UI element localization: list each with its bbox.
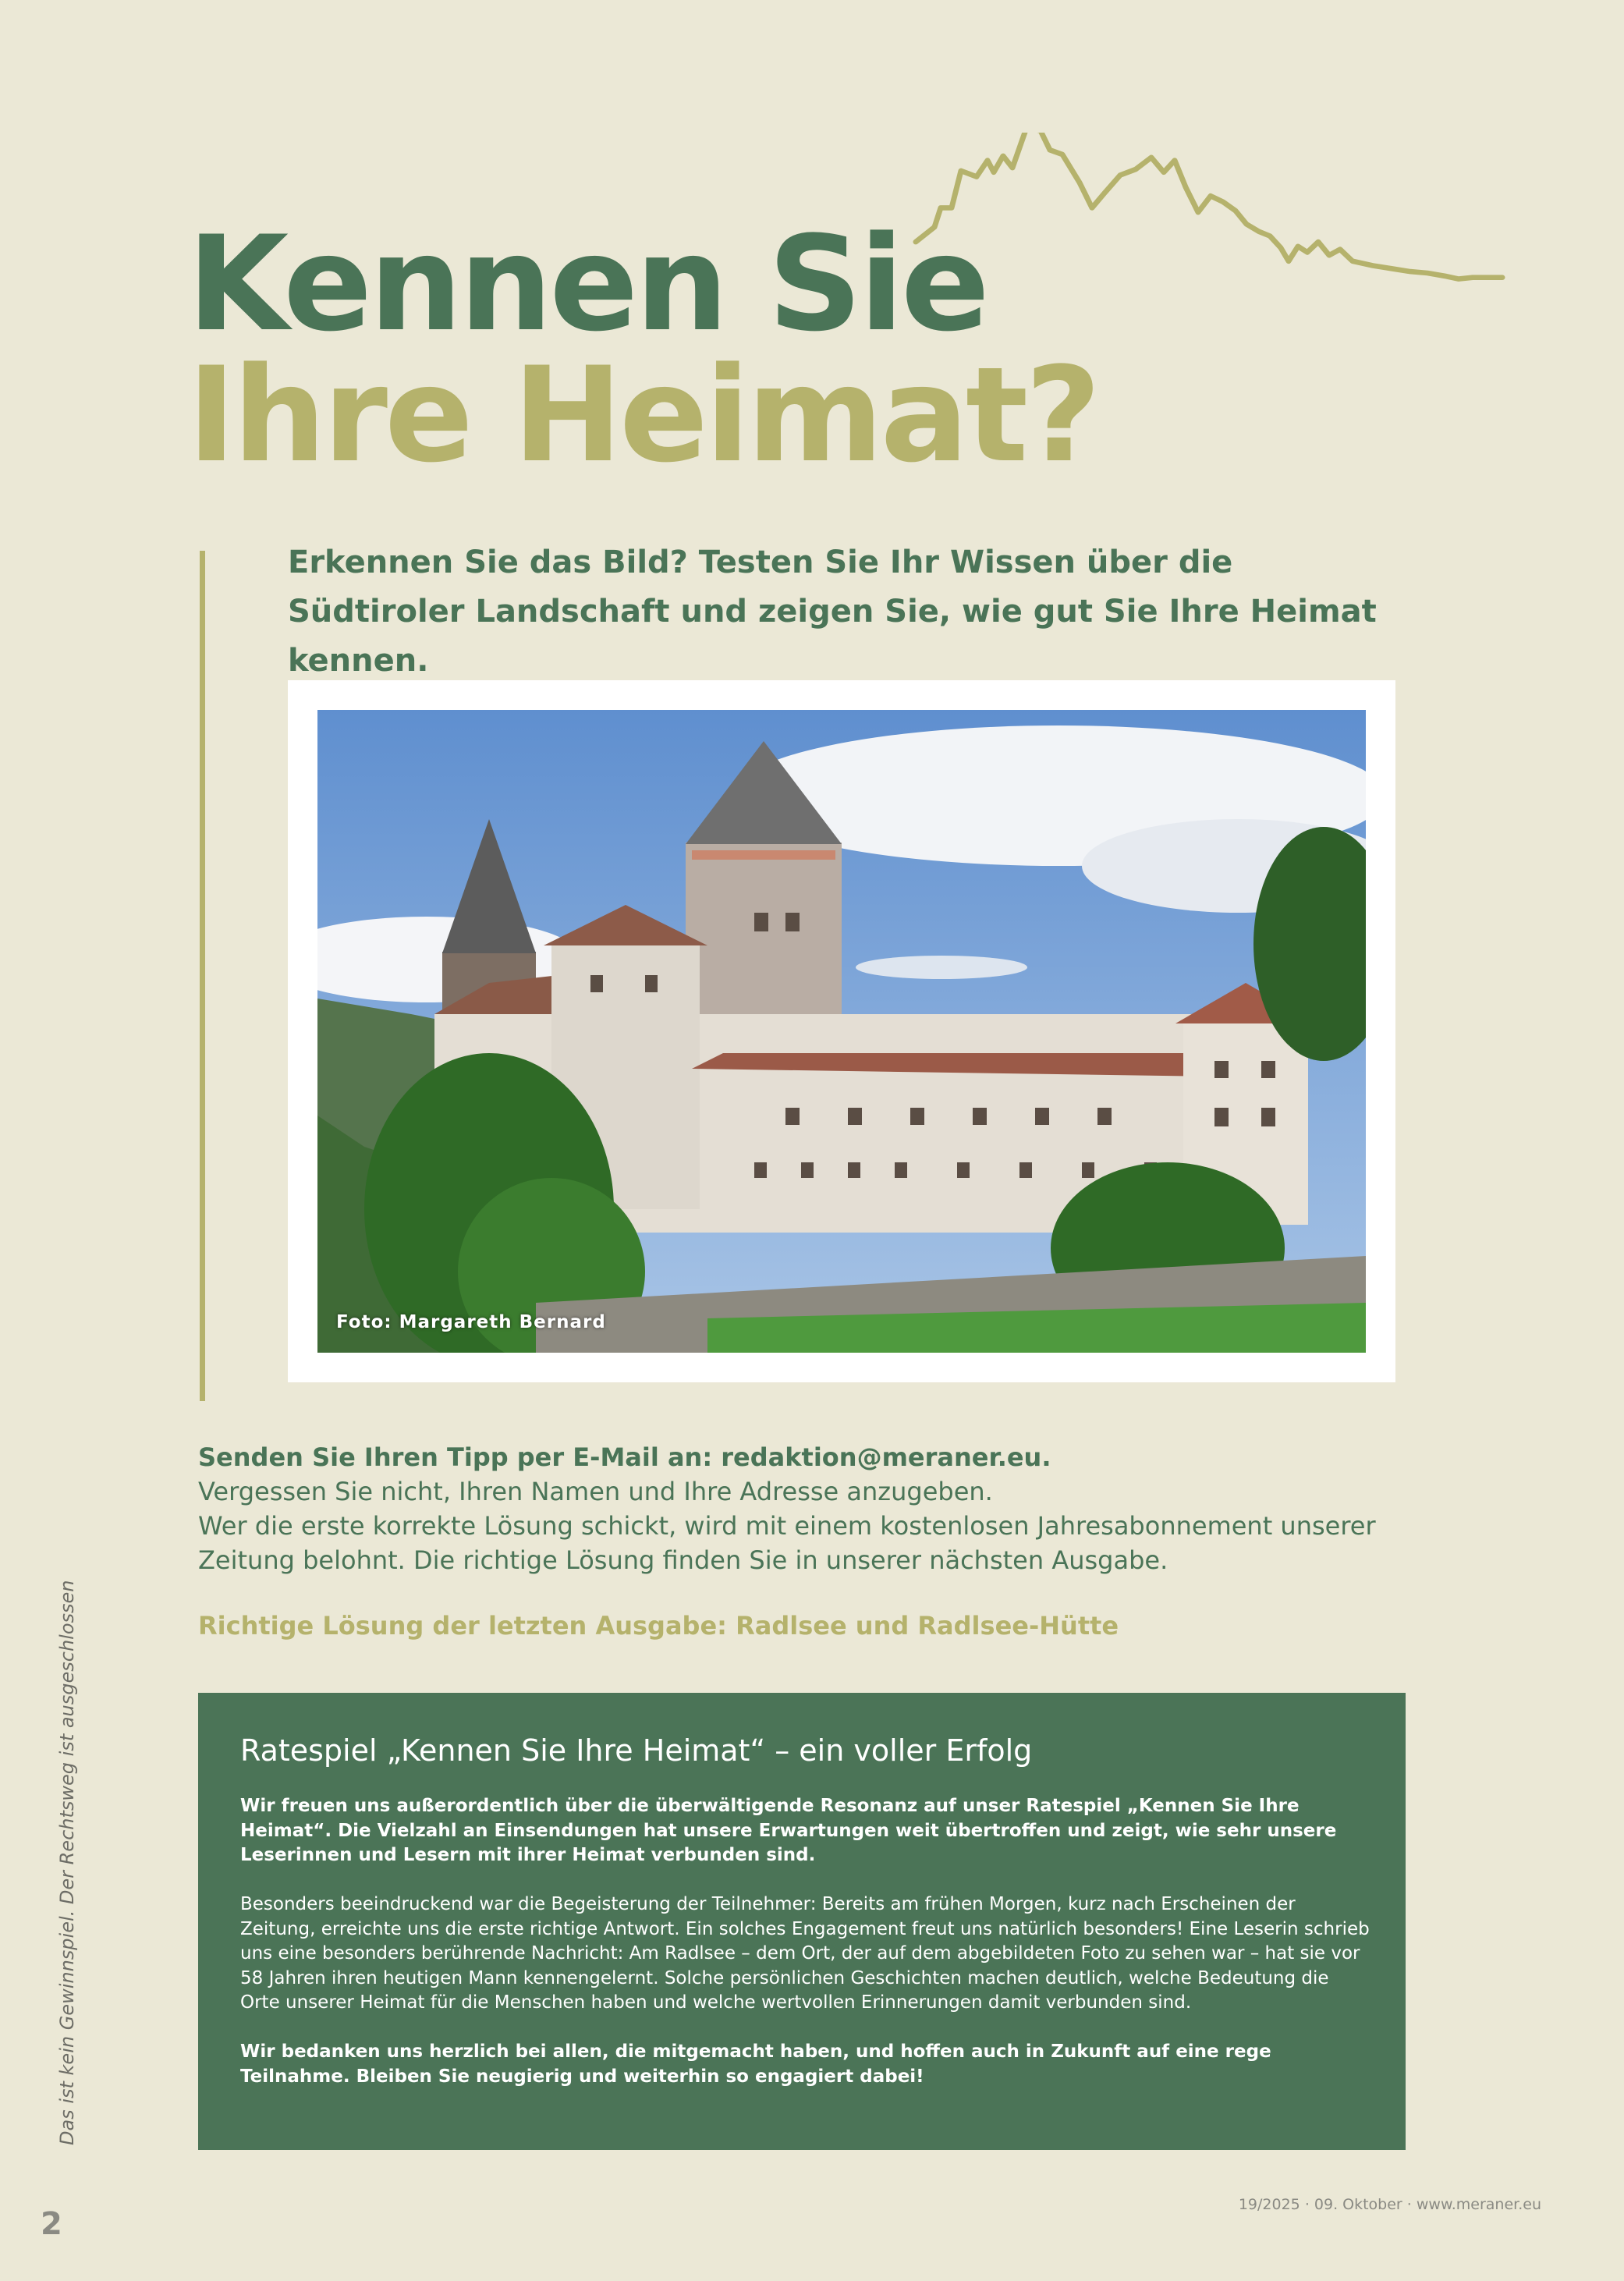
disclaimer-note: Das ist kein Gewinnspiel. Der Rechtsweg ist ausgeschlossen (56, 1580, 78, 2145)
info-paragraph-3: Wir bedanken uns herzlich bei allen, die mitgemacht haben, und hoffen auch in Zukunft auf eine rege Teilnahme. Bleiben Sie neugierig und weiterhin so engagiert dabei! (240, 2042, 1271, 2087)
intro-text: Erkennen Sie das Bild? Testen Sie Ihr Wissen über die Südtiroler Landschaft und zeigen Sie, wie gut Sie Ihre Heimat kennen. (288, 545, 1377, 679)
accent-bar (200, 551, 205, 1401)
mountain-outline-icon (913, 133, 1505, 296)
info-paragraph-1: Wir freuen uns außerordentlich über die überwältigende Resonanz auf unser Ratespiel „Kennen Sie Ihre Heimat“. Die Vielzahl an Einsendungen hat unsere Erwartungen weit übertroffen und zeigt, wie sehr unsere Leserinnen und Lesern mit ihrer Heimat verbunden sind. (240, 1796, 1337, 1865)
castle-photo (317, 710, 1366, 1353)
info-box-body (240, 1794, 1371, 2114)
info-box-title: Ratespiel „Kennen Sie Ihre Heimat“ – ein voller Erfolg (240, 1733, 1033, 1768)
title-line-2: Ihre Heimat? (187, 339, 1098, 491)
photo-frame (288, 680, 1395, 1382)
send-instructions (198, 1440, 1415, 1577)
page-number: 2 (41, 2206, 62, 2242)
footer-issue-info: 19/2025 · 09. Oktober · www.meraner.eu (1238, 2196, 1541, 2213)
send-reward-line: Wer die erste korrekte Lösung schickt, wird mit einem kostenlosen Jahresabonnement unserer Zeitung belohnt. Die richtige Lösung finden Sie in unserer nächsten Ausgabe. (198, 1511, 1376, 1575)
castle-illustration (317, 710, 1366, 1353)
info-box (198, 1693, 1406, 2150)
info-paragraph-2: Besonders beeindruckend war die Begeisterung der Teilnehmer: Bereits am frühen Morgen, kurz nach Erscheinen der Zeitung, erreichte uns die erste richtige Antwort. Ein solches Engagement freut uns natürlich besonders! Eine Leserin schrieb uns eine besonders berührende Nachricht: Am Radlsee – dem Ort, der auf dem abgebildeten Foto zu sehen war – hat sie vor 58 Jahren ihren heutigen Mann kennengelernt. Solche persönlichen Geschichten machen deutlich, welche Bedeutung die Orte unserer Heimat für die Menschen haben und welche wertvollen Erinnerungen damit verbunden sind. (240, 1894, 1370, 2013)
send-name-line: Vergessen Sie nicht, Ihren Namen und Ihre Adresse anzugeben. (198, 1477, 993, 1506)
send-email-line: Senden Sie Ihren Tipp per E-Mail an: redaktion@meraner.eu. (198, 1442, 1051, 1472)
last-solution: Richtige Lösung der letzten Ausgabe: Radlsee und Radlsee-Hütte (198, 1611, 1119, 1641)
title-line-1: Kennen Sie (187, 208, 987, 360)
photo-credit: Foto: Margareth Bernard (336, 1312, 606, 1332)
